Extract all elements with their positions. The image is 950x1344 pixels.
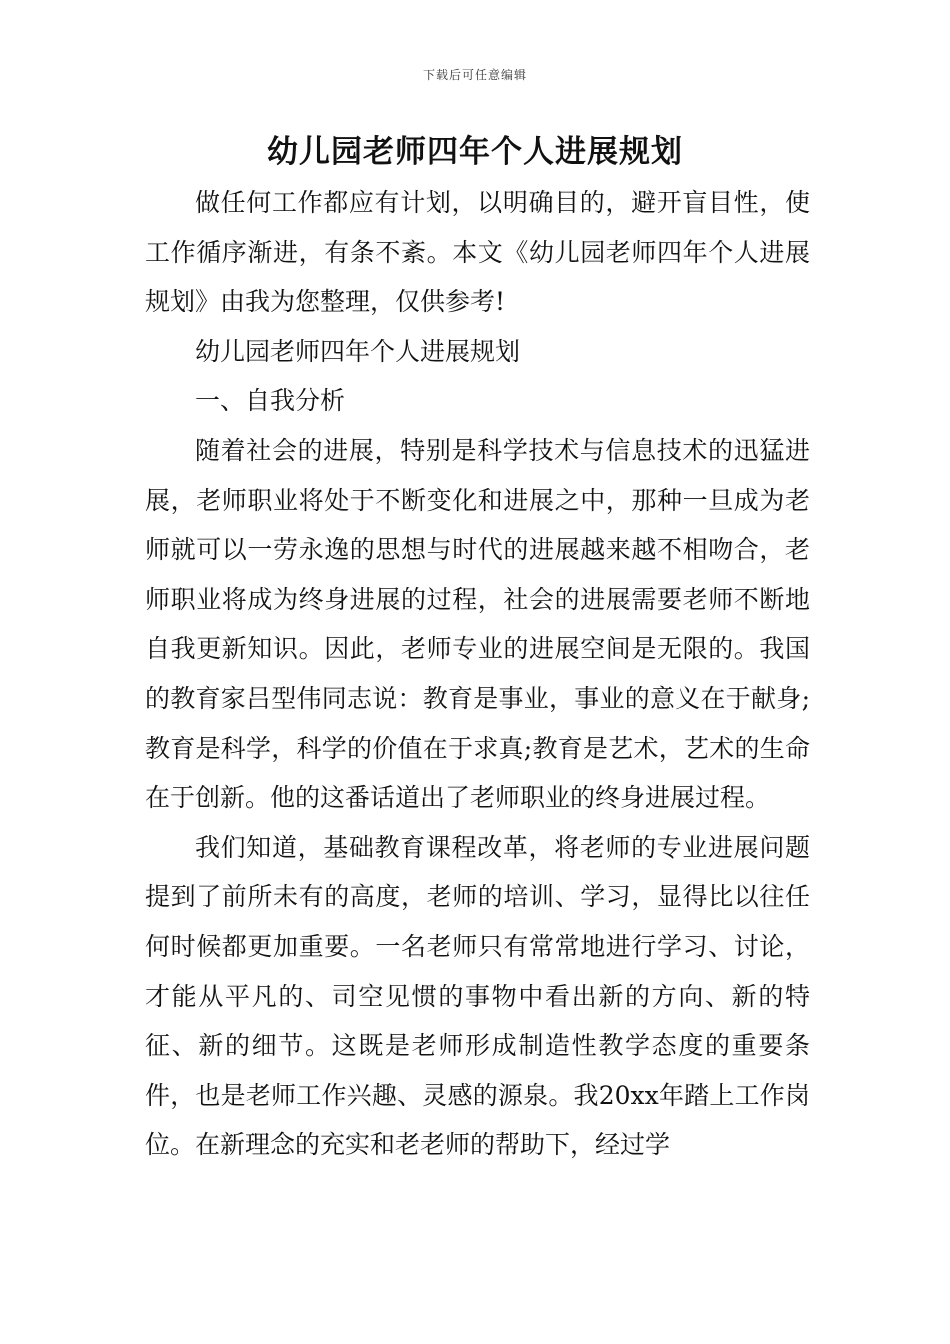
body-paragraph: 我们知道，基础教育课程改革，将老师的专业进展问题提到了前所未有的高度，老师的培训、学习，显得比以往任何时候都更加重要。一名老师只有常常地进行学习、讨论，才能从平凡的、司空见惯的事物中看出新的方向、新的特征、新的细节。这既是老师形成制造性教学态度的重要条件，也是老师工作兴趣、灵感的源泉。我20xx年踏上工作岗位。在新理念的充实和老老师的帮助下，经过学 <box>145 832 810 1160</box>
intro-paragraph: 做任何工作都应有计划，以明确目的，避开盲目性，使工作循序渐进，有条不紊。本文《幼儿园老师四年个人进展规划》由我为您整理，仅供参考! <box>145 188 810 317</box>
section-heading: 一、自我分析 <box>195 386 346 416</box>
body-paragraph: 随着社会的进展，特别是科学技术与信息技术的迅猛进展，老师职业将处于不断变化和进展之中，那种一旦成为老师就可以一劳永逸的思想与时代的进展越来越不相吻合，老师职业将成为终身进展的过程，社会的进展需要老师不断地自我更新知识。因此，老师专业的进展空间是无限的。我国的教育家吕型伟同志说：教育是事业，事业的意义在于献身;教育是科学，科学的价值在于求真;教育是艺术，艺术的生命在于创新。他的这番话道出了老师职业的终身进展过程。 <box>145 435 810 813</box>
subtitle-paragraph: 幼儿园老师四年个人进展规划 <box>195 336 521 366</box>
document-body <box>145 178 810 1170</box>
document-title: 幼儿园老师四年个人进展规划 <box>267 134 683 170</box>
header-note: 下载后可任意编辑 <box>422 68 527 82</box>
